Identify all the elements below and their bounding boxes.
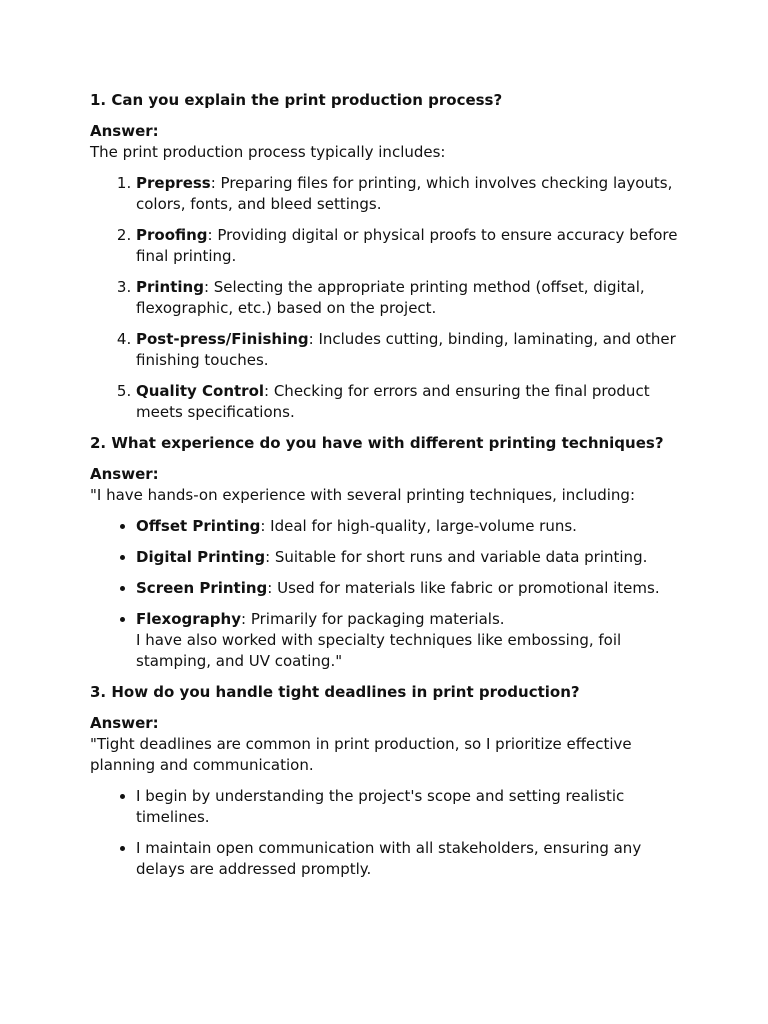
answer-intro: The print production process typically includes: (90, 143, 446, 161)
list-item-text: : Used for materials like fabric or promotional items. (267, 579, 660, 597)
list-item (136, 786, 690, 828)
list-item-term: Flexography (136, 610, 241, 628)
list-item-term: Screen Printing (136, 579, 268, 597)
list-item (136, 225, 690, 267)
list-item-term: Digital Printing (136, 548, 266, 566)
list-item-text: : Preparing files for printing, which involves checking layouts, colors, fonts, and bleed settings. (136, 174, 673, 213)
list-item-text: : Checking for errors and ensuring the final product meets specifications. (136, 382, 650, 421)
list-item (136, 329, 690, 371)
list-item (136, 547, 690, 568)
list-item (136, 381, 690, 423)
answer-label: Answer: (90, 122, 159, 140)
list-item-text: I maintain open communication with all stakeholders, ensuring any delays are addressed promptly. (136, 839, 642, 878)
list-item (136, 516, 690, 537)
list-item (136, 609, 690, 672)
list-item (136, 277, 690, 319)
list-item (136, 838, 690, 880)
list-item-term: Proofing (136, 226, 208, 244)
answer-label: Answer: (90, 714, 159, 732)
list-item-continuation: I have also worked with specialty techniques like embossing, foil stamping, and UV coating." (136, 631, 622, 670)
bulleted-list (90, 786, 690, 880)
list-item (136, 173, 690, 215)
section-1 (90, 90, 690, 423)
section-2 (90, 433, 690, 672)
list-item-term: Prepress (136, 174, 211, 192)
list-item-term: Quality Control (136, 382, 265, 400)
list-item-text: I begin by understanding the project's scope and setting realistic timelines. (136, 787, 625, 826)
list-item-text: : Selecting the appropriate printing method (offset, digital, flexographic, etc.) based on the project. (136, 278, 645, 317)
list-item-term: Printing (136, 278, 204, 296)
question-heading: 1. Can you explain the print production process? (90, 91, 503, 109)
list-item-term: Post-press/Finishing (136, 330, 309, 348)
document-page (90, 90, 690, 890)
list-item-term: Offset Printing (136, 517, 261, 535)
list-item-text: : Providing digital or physical proofs to ensure accuracy before final printing. (136, 226, 678, 265)
section-3 (90, 682, 690, 880)
numbered-list (90, 173, 690, 423)
bulleted-list (90, 516, 690, 672)
question-heading: 2. What experience do you have with different printing techniques? (90, 434, 664, 452)
list-item-text: : Suitable for short runs and variable data printing. (265, 548, 648, 566)
list-item-text: : Includes cutting, binding, laminating, and other finishing touches. (136, 330, 676, 369)
list-item-text: : Primarily for packaging materials. (241, 610, 505, 628)
list-item (136, 578, 690, 599)
question-heading: 3. How do you handle tight deadlines in print production? (90, 683, 580, 701)
answer-intro: "I have hands-on experience with several printing techniques, including: (90, 486, 636, 504)
answer-label: Answer: (90, 465, 159, 483)
list-item-text: : Ideal for high-quality, large-volume runs. (260, 517, 577, 535)
answer-intro: "Tight deadlines are common in print production, so I prioritize effective planning and communication. (90, 735, 632, 774)
